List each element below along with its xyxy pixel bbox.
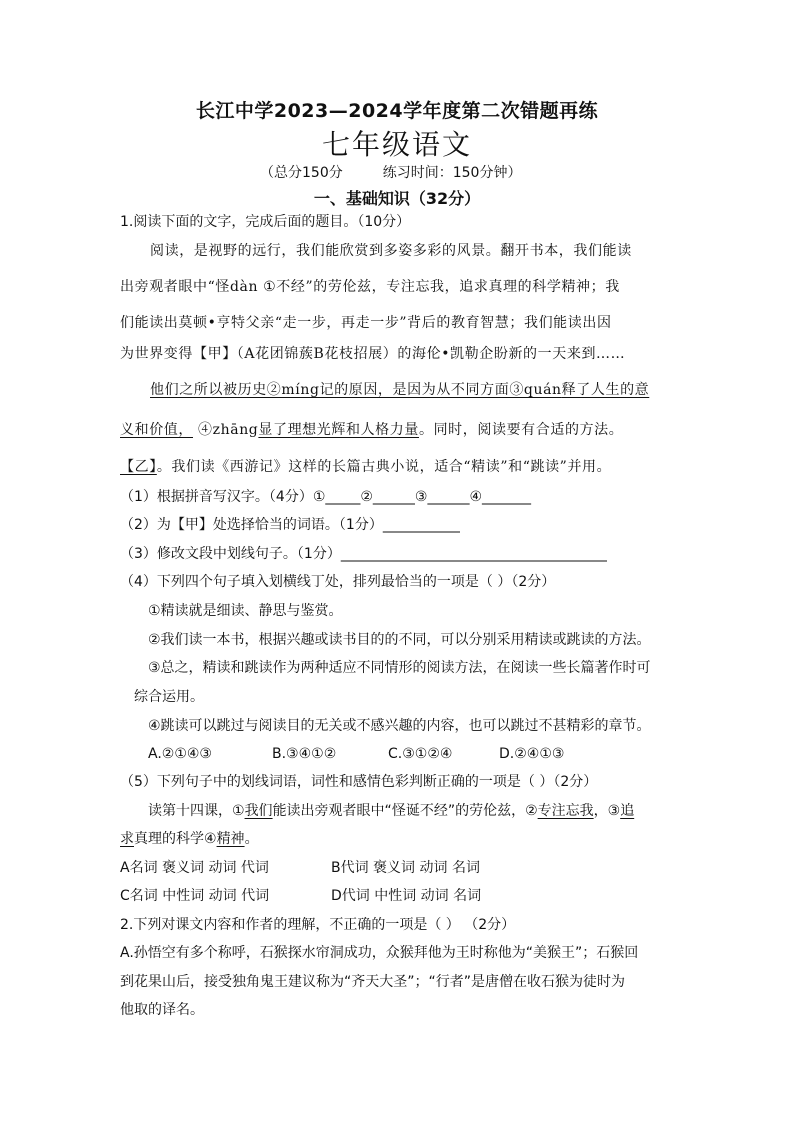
sub5-text: ，③: [593, 803, 621, 819]
option-b: B.③④①②: [272, 746, 337, 762]
sub-question-2: （2）为【甲】处选择恰当的词语。（1分）___________: [120, 517, 460, 533]
question-2-option-a-cont: 到花果山后，接受独角鬼王建议称为“齐天大圣”；“行者”是唐僧在收石猴为徒时为: [120, 974, 626, 990]
underlined-word: 精神: [216, 831, 245, 847]
option-d: D.②④①③: [499, 746, 565, 762]
option-d: D代词 中性词 动词 名词: [331, 888, 482, 904]
label-yi: 【乙】: [120, 459, 157, 475]
underlined-sentence-part: 义和价值，: [120, 422, 193, 438]
sentence-2: ②我们读一本书，根据兴趣或读书目的的不同，可以分别采用精读或跳读的方法。: [148, 632, 651, 648]
option-c: C.③①②④: [388, 746, 453, 762]
passage-text: 。我们读《西游记》这样的长篇古典小说，适合“精读”和“跳读”并用。: [156, 459, 612, 475]
passage-line: [120, 457, 611, 477]
sub5-text: 能读出旁观者眼中“怪诞不经”的劳伦兹，②: [272, 803, 538, 819]
sub-question-1: （1）根据拼音写汉字。（4分）①_____②______③______④_______: [120, 489, 532, 505]
option-a: A.②①④③: [148, 746, 212, 762]
option-b: B代词 褒义词 动词 名词: [331, 860, 480, 876]
sub-question-4: （4）下列四个句子填入划横线丁处，排列最恰当的一项是（ ）（2分）: [120, 574, 556, 590]
sub-question-5: （5）下列句子中的划线词语，词性和感情色彩判断正确的一项是（ ）（2分）: [120, 774, 598, 790]
subject-title: 七年级语文: [321, 128, 472, 161]
total-score: （总分150分: [260, 165, 343, 181]
question-1-stem: 1.阅读下面的文字，完成后面的题目。（10分）: [120, 214, 411, 230]
sentence-3: ③总之，精读和跳读作为两种适应不同情形的阅读方法，在阅读一些长篇著作时可: [148, 660, 651, 676]
question-2-option-a: A.孙悟空有多个称呼，石猴探水帘洞成功，众猴拜他为王时称他为“美猴王”；石猴回: [120, 945, 639, 961]
underlined-sentence-part: 释了人生的意: [561, 382, 650, 398]
sentence-3-cont: 综合运用。: [134, 689, 204, 705]
passage-line: 出旁观者眼中“怪dàn ①不经”的劳伦兹，专注忘我，追求真理的科学精神；我: [120, 279, 620, 295]
sub5-text: 读第十四课，①: [148, 803, 245, 819]
question-2-option-a-cont: 他取的译名。: [120, 1002, 204, 1018]
sub5-text: 真理的科学④: [134, 831, 217, 847]
underlined-sentence-part: 他们之所以被历史②míng记的原因，是因为从不同方面③quán: [150, 382, 562, 398]
passage-underlined-line: [150, 380, 649, 400]
underlined-word: 追: [620, 803, 635, 819]
underlined-word: 求: [120, 831, 134, 847]
sentence-1: ①精读就是细读、静思与鉴赏。: [148, 603, 343, 619]
underlined-word: 我们: [244, 803, 273, 819]
underlined-sentence-part: 显了理想光辉和人格力量: [258, 422, 419, 438]
sub5-sentence: [148, 801, 634, 821]
pinyin-blank: ④zhāng: [193, 422, 259, 438]
passage-underlined-line: [120, 420, 623, 440]
passage-text: 。同时，阅读要有合适的方法。: [418, 422, 624, 438]
underlined-word: 专注忘我: [537, 803, 594, 819]
school-title: 长江中学2023—2024学年度第二次错题再练: [195, 100, 599, 122]
section-title: 一、基础知识（32分）: [313, 189, 481, 208]
option-c: C名词 中性词 动词 代词: [120, 888, 270, 904]
exam-info: [260, 163, 521, 183]
option-a: A名词 褒义词 动词 代词: [120, 860, 269, 876]
passage-line: 阅读，是视野的远行，我们能欣赏到多姿多彩的风景。翻开书本，我们能读: [150, 243, 632, 259]
sub5-text: 。: [244, 831, 259, 847]
sentence-4: ④跳读可以跳过与阅读目的无关或不感兴趣的内容，也可以跳过不甚精彩的章节。: [148, 718, 651, 734]
sub5-sentence-cont: [120, 829, 259, 849]
passage-line: 为世界变得【甲】（A花团锦蔟B花枝招展）的海伦•凯勒企盼新的一天来到……: [120, 346, 626, 362]
exam-time: 练习时间：150分钟）: [382, 165, 522, 181]
sub-question-3: （3）修改文段中划线句子。（1分）______________________________________: [120, 546, 607, 562]
question-2-stem: 2.下列对课文内容和作者的理解，不正确的一项是（ ） （2分）: [120, 917, 516, 933]
passage-line: 们能读出莫顿•亨特父亲“走一步，再走一步”背后的教育智慧；我们能读出因: [120, 315, 612, 331]
